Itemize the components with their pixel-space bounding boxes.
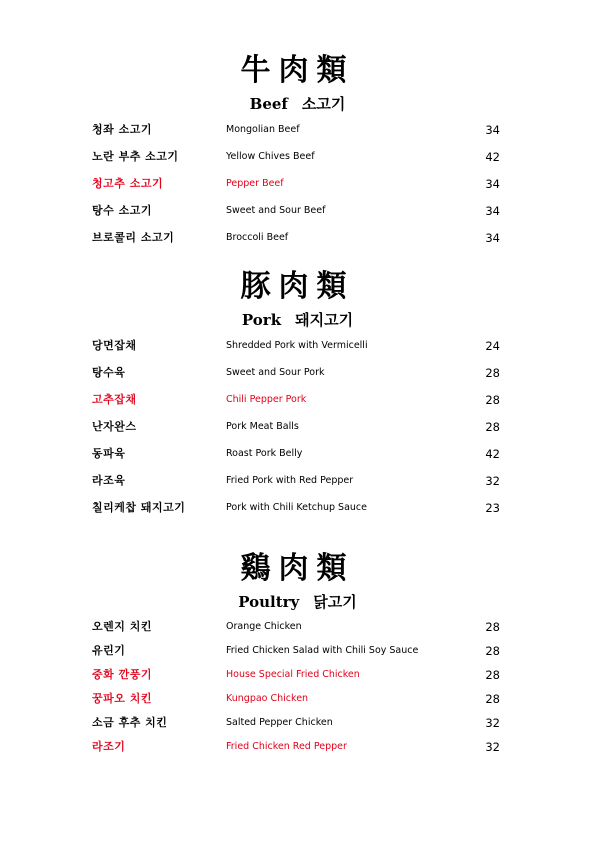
item-name-en: Mongolian Beef [226,124,300,135]
menu-item [0,149,595,165]
menu-item [0,619,595,635]
section-title-kr: 닭고기 [313,593,357,611]
item-price: 32 [485,716,500,730]
menu-item [0,203,595,219]
item-price: 28 [485,393,500,407]
item-name-kr: 난자완스 [92,420,137,433]
item-name-en: Shredded Pork with Vermicelli [226,340,368,351]
section-title-kr: 돼지고기 [295,311,354,329]
section-title-en: Poultry [238,593,300,611]
item-name-kr: 라조기 [92,740,126,753]
item-name-kr: 탕수 소고기 [92,204,152,217]
item-name-kr: 동파육 [92,447,126,460]
item-price: 32 [485,474,500,488]
menu-item [0,338,595,354]
section-title-en: Pork [241,311,282,329]
item-name-en: Salted Pepper Chicken [226,717,333,728]
item-name-kr: 유린기 [92,644,126,657]
item-name-en: Fried Chicken Salad with Chili Soy Sauce [226,645,419,656]
menu-item [0,715,595,731]
item-price: 28 [485,668,500,682]
item-name-en: Fried Chicken Red Pepper [226,741,347,752]
item-name-kr: 탕수육 [92,366,126,379]
item-name-kr: 당면잡채 [92,339,137,352]
item-price: 28 [485,420,500,434]
menu-item [0,473,595,489]
item-price: 42 [485,150,500,164]
item-price: 23 [485,501,500,515]
item-price: 42 [485,447,500,461]
item-price: 32 [485,740,500,754]
section-subtitle [0,311,595,329]
item-name-kr: 오렌지 치킨 [92,620,152,633]
item-name-en: Pork Meat Balls [226,421,299,432]
item-price: 24 [485,339,500,353]
item-name-kr: 꿍파오 치킨 [92,692,152,705]
item-name-kr: 노란 부추 소고기 [92,150,179,163]
item-name-kr: 고추잡채 [92,393,137,406]
menu-item [0,643,595,659]
menu-item [0,122,595,138]
item-name-kr: 브로콜리 소고기 [92,231,175,244]
item-price: 28 [485,620,500,634]
item-name-kr: 칠리케찹 돼지고기 [92,501,186,514]
section-title-cn: 豚肉類 [240,269,355,304]
item-price: 34 [485,204,500,218]
item-name-en: House Special Fried Chicken [226,669,360,680]
menu-item-highlighted [0,667,595,683]
menu-item [0,446,595,462]
section-title-cn: 牛肉類 [240,53,355,88]
item-name-kr: 라조육 [92,474,126,487]
item-name-en: Orange Chicken [226,621,302,632]
menu-item-highlighted [0,392,595,408]
item-name-en: Kungpao Chicken [226,693,309,704]
item-name-kr: 청고추 소고기 [92,177,164,190]
item-name-kr: 소금 후추 치킨 [92,716,168,729]
menu-item-highlighted [0,176,595,192]
item-price: 34 [485,123,500,137]
menu-item-highlighted [0,739,595,755]
menu-item [0,365,595,381]
menu-item [0,230,595,246]
item-name-en: Sweet and Sour Beef [226,205,326,216]
section-subtitle [0,95,595,113]
item-price: 28 [485,366,500,380]
item-price: 34 [485,177,500,191]
item-name-en: Pepper Beef [226,178,284,189]
item-name-kr: 중화 깐풍기 [92,668,152,681]
item-price: 34 [485,231,500,245]
item-name-en: Chili Pepper Pork [226,394,307,405]
item-name-kr: 청좌 소고기 [92,123,152,136]
section-title-kr: 소고기 [301,95,346,113]
section-title-en: Beef [249,95,288,113]
menu-item [0,500,595,516]
section-title-cn: 鷄肉類 [240,551,355,586]
menu-item [0,419,595,435]
item-price: 28 [485,692,500,706]
section-subtitle [0,593,595,611]
menu-item-highlighted [0,691,595,707]
item-name-en: Sweet and Sour Pork [226,367,325,378]
item-name-en: Yellow Chives Beef [226,151,315,162]
item-name-en: Broccoli Beef [226,232,289,243]
item-name-en: Pork with Chili Ketchup Sauce [226,502,367,513]
item-name-en: Fried Pork with Red Pepper [226,475,354,486]
item-price: 28 [485,644,500,658]
item-name-en: Roast Pork Belly [226,448,303,459]
